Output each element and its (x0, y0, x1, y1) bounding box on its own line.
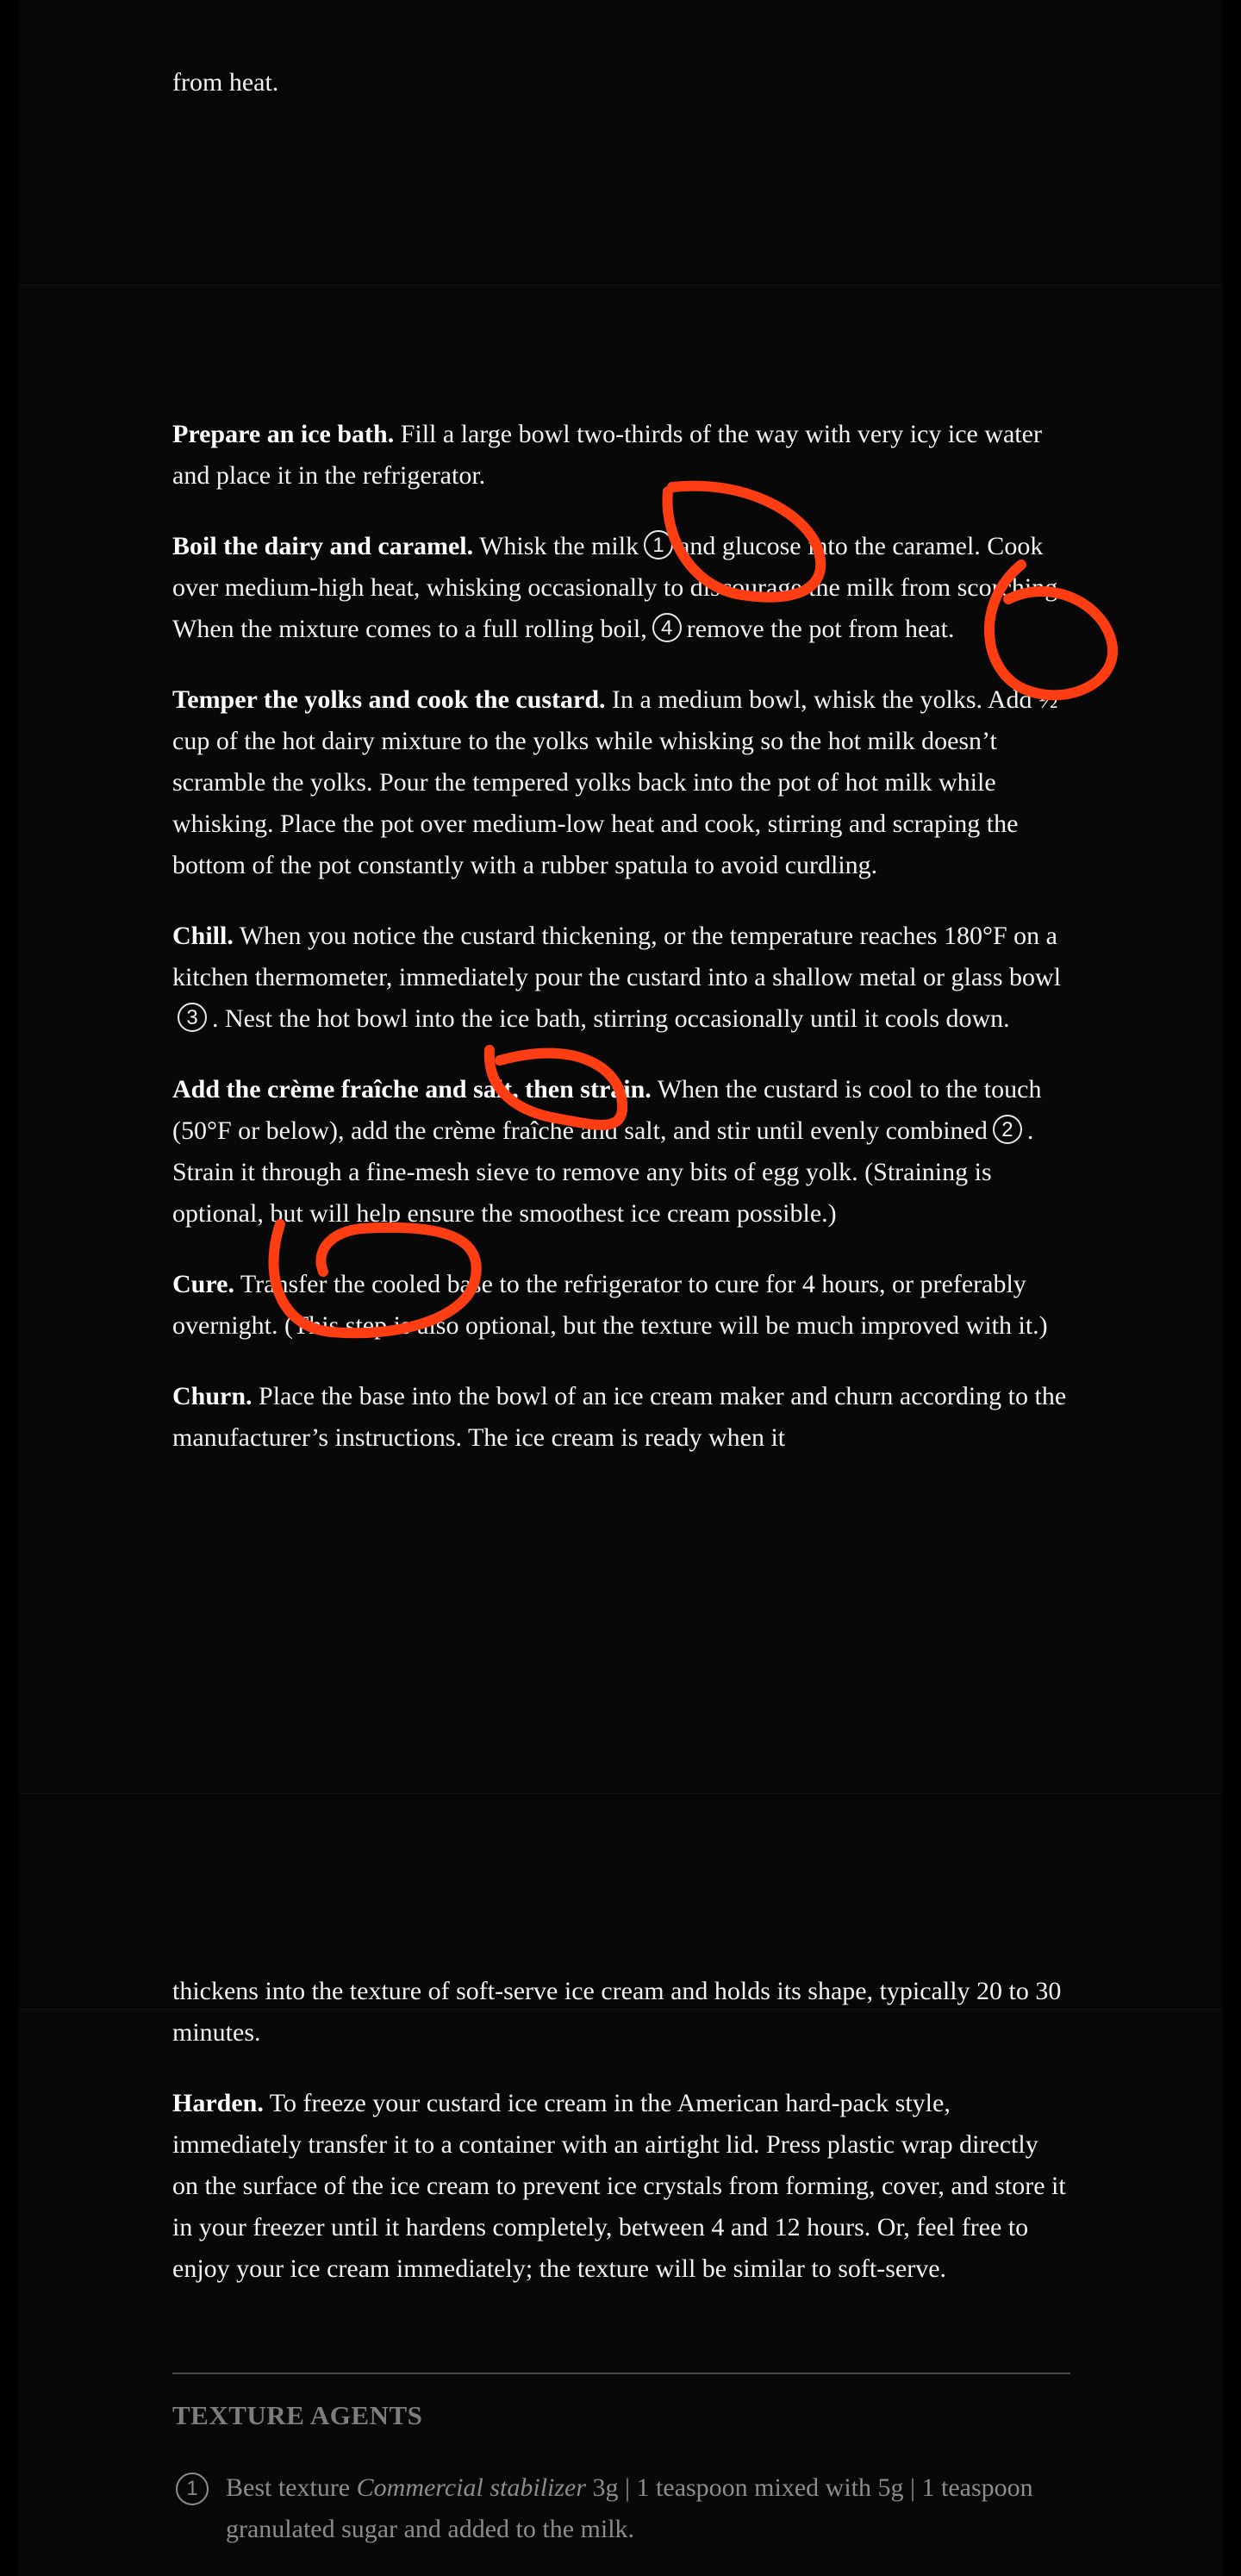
top-fragment (172, 62, 1070, 103)
step-title: Boil the dairy and caramel. (172, 532, 474, 560)
step-strain (172, 1069, 1070, 1235)
step-text: Place the base into the bowl of an ice cream maker and churn according to the manufacturer’s instructions. The ice cream is ready when it (172, 1382, 1067, 1452)
step-harden (172, 2083, 1070, 2290)
step-title: Add the crème fraîche and salt, then strain. (172, 1075, 652, 1104)
note-marker[interactable]: 3 (178, 1003, 207, 1032)
step-ice-bath (172, 414, 1070, 497)
footnote-text: 3g | 1 teaspoon mixed with 5g | 1 teaspoon granulated sugar and added to the milk. (226, 2473, 1033, 2543)
step-text: When the custard is cool to the touch (50°F or below), add the crème fraîche and salt, and stir until evenly combined (172, 1075, 1042, 1145)
step-text: Fill a large bowl two-thirds of the way with very icy ice water and place it in the refrigerator. (172, 420, 1042, 490)
step-title: Cure. (172, 1270, 234, 1298)
texture-agents-heading: TEXTURE AGENTS (172, 2400, 423, 2430)
step-title: Prepare an ice bath. (172, 420, 395, 448)
step-cure (172, 1264, 1070, 1347)
step-text: . Nest the hot bowl into the ice bath, stirring occasionally until it cools down. (212, 1004, 1010, 1033)
step-title: Churn. (172, 1382, 253, 1410)
band-edge (19, 284, 1222, 285)
step-text: To freeze your custard ice cream in the American hard-pack style, immediately transfer it to a container with an airtight lid. Press plastic wrap directly on the surface of the ice cream to prevent ice crystals from forming, cover, and store it in your freezer until it hardens completely, between 4 and 12 hours. Or, feel free to enjoy your ice cream immediately; the texture will be similar to soft-serve. (172, 2089, 1066, 2283)
step-text: . Strain it through a fine-mesh sieve to remove any bits of egg yolk. (Straining is optional, but will help ensure the smoothest ice cream possible.) (172, 1116, 1034, 1228)
footnote-lead: Best texture (226, 2473, 357, 2502)
step-churn-continued (172, 1971, 1070, 2054)
note-marker[interactable]: 4 (652, 613, 682, 642)
top-band (19, 0, 1222, 284)
step-text: When you notice the custard thickening, or the temperature reaches 180°F on a kitchen thermometer, immediately pour the custard into a shallow metal or glass bowl (172, 922, 1062, 991)
step-title: Temper the yolks and cook the custard. (172, 685, 606, 714)
note-marker[interactable]: 1 (644, 530, 673, 560)
fragment-text: from heat. (172, 68, 279, 97)
step-title: Chill. (172, 922, 234, 950)
step-text: Transfer the cooled base to the refrigerator to cure for 4 hours, or preferably overnight. (This step is also optional, but the texture will be much improved with it.) (172, 1270, 1048, 1340)
footnote-number: 1 (176, 2473, 209, 2505)
step-text: thickens into the texture of soft-serve ice cream and holds its shape, typically 20 to 30 minutes. (172, 1977, 1062, 2047)
texture-agent-item (172, 2467, 1070, 2550)
section-divider (172, 2373, 1070, 2374)
step-boil (172, 526, 1070, 650)
band-edge (19, 1793, 1222, 1794)
step-temper (172, 679, 1070, 886)
note-marker[interactable]: 2 (993, 1115, 1022, 1144)
step-text: In a medium bowl, whisk the yolks. Add ½ cup of the hot dairy mixture to the yolks while whisking so the hot milk doesn’t scramble the yolks. Pour the tempered yolks back into the pot of hot milk while whisking. Place the pot over medium-low heat and cook, stirring and scraping the bottom of the pot constantly with a rubber spatula to avoid curdling. (172, 685, 1058, 879)
step-chill (172, 916, 1070, 1040)
steps-section-1 (172, 414, 1070, 1459)
step-title: Harden. (172, 2089, 264, 2117)
step-text: and glucose into the caramel. Cook over medium-high heat, whisking occasionally to discourage the milk from scorching. When the mixture comes to a full rolling boil, (172, 532, 1064, 643)
step-text: remove the pot from heat. (686, 615, 955, 643)
step-text: Whisk the milk (473, 532, 639, 560)
steps-section-2 (172, 1971, 1070, 2290)
step-churn (172, 1376, 1070, 1459)
footnote-name: Commercial stabilizer (356, 2473, 587, 2502)
